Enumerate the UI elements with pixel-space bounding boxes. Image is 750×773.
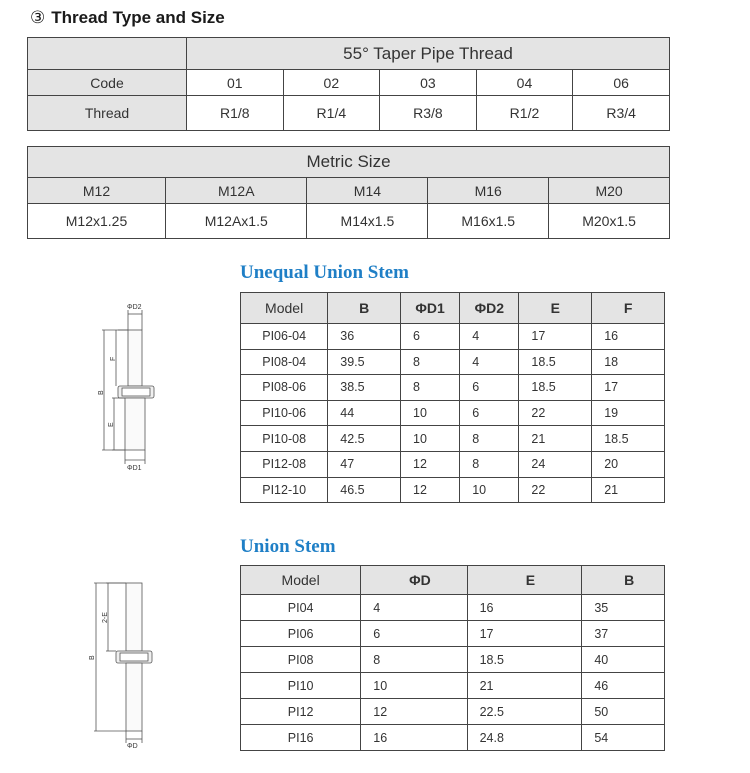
thread-cell: R3/4: [573, 96, 670, 131]
cell: 39.5: [328, 349, 401, 375]
cell: 21: [592, 477, 665, 503]
cell: 21: [467, 673, 582, 699]
unequal-union-heading: Unequal Union Stem: [240, 262, 409, 283]
cell: PI08-06: [241, 375, 328, 401]
table-row: [241, 621, 665, 647]
table-row: [241, 477, 665, 503]
cell: 12: [401, 451, 460, 477]
table-row: [241, 400, 665, 426]
cell: 17: [519, 324, 592, 350]
cell: 22: [519, 400, 592, 426]
code-label: Code: [28, 70, 187, 96]
header-d1: ΦD1: [401, 293, 460, 324]
metric-size-cell: M12A: [166, 178, 307, 204]
cell: 8: [460, 426, 519, 452]
cell: PI10: [241, 673, 361, 699]
cell: 8: [401, 375, 460, 401]
cell: 8: [401, 349, 460, 375]
header-b: B: [582, 566, 665, 595]
d-label: ΦD: [127, 743, 138, 750]
cell: 12: [401, 477, 460, 503]
cell: 35: [582, 595, 665, 621]
cell: 4: [460, 324, 519, 350]
union-stem-diagram: [80, 575, 170, 750]
code-cell: 01: [187, 70, 284, 96]
thread-label: Thread: [28, 96, 187, 131]
cell: 18.5: [467, 647, 582, 673]
header-model: Model: [241, 566, 361, 595]
metric-thread-cell: M20x1.5: [549, 204, 670, 239]
union-stem-table: [240, 565, 665, 751]
cell: 18.5: [519, 349, 592, 375]
cell: PI08-04: [241, 349, 328, 375]
table-row: [241, 349, 665, 375]
cell: 50: [582, 699, 665, 725]
cell: 42.5: [328, 426, 401, 452]
cell: 4: [361, 595, 467, 621]
b-label: B: [89, 655, 96, 660]
cell: 16: [361, 725, 467, 751]
header-f: F: [592, 293, 665, 324]
cell: 24: [519, 451, 592, 477]
cell: 46: [582, 673, 665, 699]
metric-thread-cell: M12Ax1.5: [166, 204, 307, 239]
section-number: ③: [30, 8, 46, 27]
section-title: [30, 8, 225, 28]
cell: 18: [592, 349, 665, 375]
code-cell: 06: [573, 70, 670, 96]
thread-table-corner: [28, 38, 187, 70]
d2-label: ΦD2: [127, 304, 142, 311]
cell: 12: [361, 699, 467, 725]
cell: 40: [582, 647, 665, 673]
cell: 18.5: [592, 426, 665, 452]
cell: PI06: [241, 621, 361, 647]
cell: 38.5: [328, 375, 401, 401]
cell: 16: [592, 324, 665, 350]
cell: 6: [460, 375, 519, 401]
header-d: ΦD: [361, 566, 467, 595]
cell: 17: [592, 375, 665, 401]
cell: 19: [592, 400, 665, 426]
unequal-union-diagram: [88, 300, 178, 475]
table-row: [241, 375, 665, 401]
cell: 22: [519, 477, 592, 503]
table-row: [241, 699, 665, 725]
cell: 6: [361, 621, 467, 647]
metric-table: [27, 146, 670, 239]
b-label: B: [98, 390, 105, 395]
table-row: [241, 647, 665, 673]
cell: PI12: [241, 699, 361, 725]
header-e: E: [467, 566, 582, 595]
header-model: Model: [241, 293, 328, 324]
cell: 10: [460, 477, 519, 503]
thread-cell: R1/8: [187, 96, 284, 131]
cell: PI10-06: [241, 400, 328, 426]
cell: 37: [582, 621, 665, 647]
cell: 46.5: [328, 477, 401, 503]
cell: 20: [592, 451, 665, 477]
cell: 4: [460, 349, 519, 375]
table-row: [241, 451, 665, 477]
thread-cell: R3/8: [380, 96, 477, 131]
cell: PI12-08: [241, 451, 328, 477]
cell: 44: [328, 400, 401, 426]
cell: 18.5: [519, 375, 592, 401]
cell: PI16: [241, 725, 361, 751]
metric-size-cell: M14: [307, 178, 428, 204]
header-e: E: [519, 293, 592, 324]
header-b: B: [328, 293, 401, 324]
cell: 16: [467, 595, 582, 621]
cell: PI08: [241, 647, 361, 673]
metric-size-cell: M20: [549, 178, 670, 204]
cell: 8: [361, 647, 467, 673]
cell: PI12-10: [241, 477, 328, 503]
section-title-text: Thread Type and Size: [51, 8, 225, 27]
cell: 6: [401, 324, 460, 350]
thread-table-title: 55° Taper Pipe Thread: [187, 38, 670, 70]
header-d2: ΦD2: [460, 293, 519, 324]
d1-label: ΦD1: [127, 465, 142, 472]
table-row: [241, 673, 665, 699]
cell: 36: [328, 324, 401, 350]
thread-cell: R1/2: [476, 96, 573, 131]
unequal-union-table: [240, 292, 665, 503]
half-e-label: 2-E: [102, 612, 109, 623]
table-row: [241, 595, 665, 621]
metric-table-title: Metric Size: [28, 147, 670, 178]
cell: 6: [460, 400, 519, 426]
cell: 10: [401, 400, 460, 426]
cell: 10: [401, 426, 460, 452]
metric-size-cell: M16: [428, 178, 549, 204]
thread-cell: R1/4: [283, 96, 380, 131]
metric-thread-cell: M12x1.25: [28, 204, 166, 239]
cell: PI04: [241, 595, 361, 621]
table-row: [241, 426, 665, 452]
cell: PI06-04: [241, 324, 328, 350]
table-row: [241, 725, 665, 751]
metric-size-cell: M12: [28, 178, 166, 204]
metric-thread-cell: M14x1.5: [307, 204, 428, 239]
code-cell: 04: [476, 70, 573, 96]
f-label: F: [110, 356, 117, 361]
code-cell: 03: [380, 70, 477, 96]
cell: 54: [582, 725, 665, 751]
union-stem-heading: Union Stem: [240, 536, 336, 557]
cell: 24.8: [467, 725, 582, 751]
metric-thread-cell: M16x1.5: [428, 204, 549, 239]
cell: 10: [361, 673, 467, 699]
cell: 8: [460, 451, 519, 477]
code-cell: 02: [283, 70, 380, 96]
cell: 47: [328, 451, 401, 477]
cell: 21: [519, 426, 592, 452]
thread-table: [27, 37, 670, 131]
e-label: E: [108, 422, 115, 427]
table-row: [241, 324, 665, 350]
cell: 22.5: [467, 699, 582, 725]
cell: PI10-08: [241, 426, 328, 452]
cell: 17: [467, 621, 582, 647]
